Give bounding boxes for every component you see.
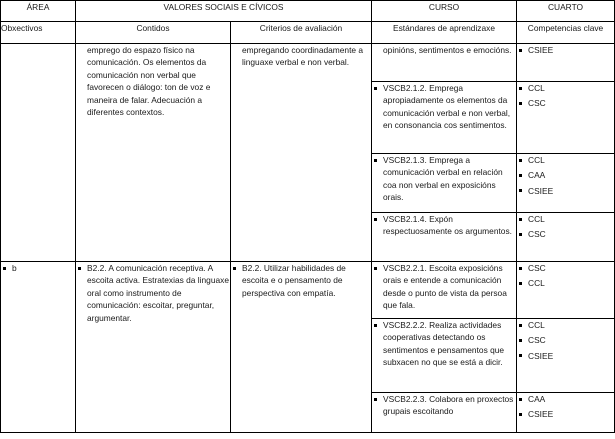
contents-cell (76, 262, 231, 433)
competences-list (517, 319, 614, 362)
standard-text: VSCB2.2.3. Colabora en proxectos grupais escoitando (372, 393, 516, 418)
competences-list (517, 393, 614, 421)
header-row (1, 1, 615, 22)
table-row (1, 44, 615, 82)
competence-item: CSIEE (517, 350, 614, 362)
contents-cell (76, 44, 231, 262)
standard-text: VSCB2.1.4. Expón respectuosamente os argumentos. (372, 213, 516, 238)
objective-list (1, 262, 75, 274)
competences-list (517, 82, 614, 110)
competences-cell (517, 393, 615, 433)
competences-cell (517, 213, 615, 262)
contents-text: emprego do espazo físico na comunicación. Os elementos da comunicación non verbal que favorecen o diálogo: ton de voz e maneira de falar. Adecuación a diferentes contextos. (87, 45, 211, 118)
standard-cell (372, 213, 517, 262)
competences-cell (517, 44, 615, 82)
competences-cell (517, 82, 615, 154)
subheader-contents: Contidos (76, 22, 231, 44)
competences-list (517, 213, 614, 241)
competence-item: CSIEE (517, 408, 614, 420)
header-subject: VALORES SOCIAIS E CÍVICOS (76, 1, 372, 22)
competence-item: CSC (517, 97, 614, 109)
competences-list (517, 262, 614, 290)
standard-cell (372, 154, 517, 213)
competences-list (517, 154, 614, 197)
competence-item: CCL (517, 213, 614, 225)
objective-cell (1, 262, 76, 433)
standard-cell (372, 82, 517, 154)
header-area: ÁREA (1, 1, 76, 22)
competences-list (517, 44, 614, 56)
criteria-text: empregando coordinadamente a linguaxe verbal e non verbal. (242, 45, 364, 68)
competence-item: CCL (517, 82, 614, 94)
standard-list (372, 154, 516, 204)
standard-text: VSCB2.1.3. Emprega a comunicación verbal en relación coa non verbal en exposicións orais. (372, 154, 516, 204)
subheader-row (1, 22, 615, 44)
competence-item: CSIEE (517, 44, 614, 56)
standard-list (372, 262, 516, 312)
subheader-criteria: Criterios de avaliación (231, 22, 372, 44)
subheader-competences: Competencias clave (517, 22, 615, 44)
standard-list (372, 393, 516, 418)
criteria-cell (231, 44, 372, 262)
competence-item: CAA (517, 169, 614, 181)
competence-item: CCL (517, 154, 614, 166)
competence-item: CCL (517, 277, 614, 289)
standard-list (372, 213, 516, 238)
competence-item: CAA (517, 393, 614, 405)
header-course: CURSO (372, 1, 517, 22)
competence-item: CSIEE (517, 185, 614, 197)
standard-cell (372, 319, 517, 393)
standard-list (372, 319, 516, 369)
criteria-list (231, 262, 371, 299)
criteria-text: B2.2. Utilizar habilidades de escoita e o pensamento de perspectiva con empatía. (231, 262, 371, 299)
competences-cell (517, 262, 615, 319)
competence-item: CSC (517, 334, 614, 346)
standard-cell (372, 44, 517, 82)
competence-item: CSC (517, 262, 614, 274)
competence-item: CCL (517, 319, 614, 331)
subheader-objectives: Obxectivos (1, 22, 76, 44)
objective-cell (1, 44, 76, 262)
contents-list (76, 262, 230, 324)
subheader-standards: Estándares de aprendizaxe (372, 22, 517, 44)
criteria-cell (231, 262, 372, 433)
standard-list (372, 82, 516, 132)
standard-cell (372, 262, 517, 319)
competence-item: CSC (517, 228, 614, 240)
objective-item: b (1, 262, 75, 274)
standard-text: VSCB2.1.2. Emprega apropiadamente os elementos da comunicación verbal e non verbal, en consonancia cos sentimentos. (372, 82, 516, 132)
competences-cell (517, 154, 615, 213)
table-row (1, 262, 615, 319)
standard-text: VSCB2.2.1. Escoita exposicións orais e entende a comunicación desde o punto de vista da persoa que fala. (372, 262, 516, 312)
standard-text: VSCB2.2.2. Realiza actividades cooperativas detectando os sentimentos e pensamentos que subxacen no que se está a dicir. (372, 319, 516, 369)
competences-cell (517, 319, 615, 393)
contents-text: B2.2. A comunicación receptiva. A escoita activa. Estratexias da linguaxe oral como instrumento de comunicación: escoitar, preguntar, argumentar. (76, 262, 230, 324)
standard-text: opinións, sentimentos e emocións. (383, 45, 512, 55)
standard-cell (372, 393, 517, 433)
header-course-value: CUARTO (517, 1, 615, 22)
